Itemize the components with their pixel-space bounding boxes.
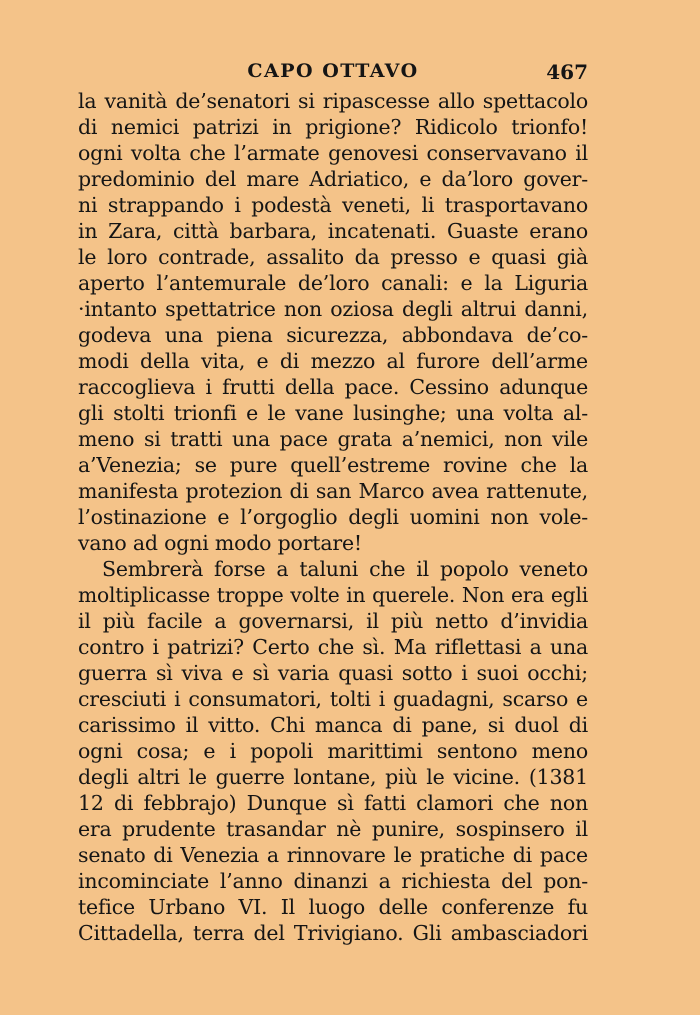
- text-line: la vanità de’senatori si ripascesse allo spettacolo: [78, 89, 588, 113]
- chapter-title: CAPO OTTAVO: [247, 60, 419, 82]
- text-line: raccoglieva i frutti della pace. Cessino adunque: [78, 375, 588, 399]
- text-line: di nemici patrizi in prigione? Ridicolo trionfo!: [78, 115, 588, 139]
- text-line: vano ad ogni modo portare!: [78, 531, 362, 555]
- text-line: ni strappando i podestà veneti, li trasportavano: [78, 193, 588, 217]
- text-line: senato di Venezia a rinnovare le pratiche di pace: [78, 843, 588, 867]
- text-line: degli altri le guerre lontane, più le vicine. (1381: [78, 765, 588, 789]
- running-head: [78, 60, 588, 86]
- text-line: predominio del mare Adriatico, e da’loro gover-: [78, 167, 588, 191]
- page-number: 467: [546, 60, 588, 84]
- text-line: moltiplicasse troppe volte in querele. Non era egli: [78, 583, 588, 607]
- text-line: carissimo il vitto. Chi manca di pane, si duol di: [78, 713, 588, 737]
- text-line: l’ostinazione e l’orgoglio degli uomini non vole-: [78, 505, 588, 529]
- text-line: guerra sì viva e sì varia quasi sotto i suoi occhi;: [78, 661, 588, 685]
- text-line: a’Venezia; se pure quell’estreme rovine che la: [78, 453, 588, 477]
- text-line: era prudente trasandar nè punire, sospinsero il: [78, 817, 588, 841]
- text-line: cresciuti i consumatori, tolti i guadagni, scarso e: [78, 687, 588, 711]
- text-line: meno si tratti una pace grata a’nemici, non vile: [78, 427, 588, 451]
- text-line: modi della vita, e di mezzo al furore dell’arme: [78, 349, 588, 373]
- text-line: il più facile a governarsi, il più netto d’invidia: [78, 609, 588, 633]
- text-line: manifesta protezion di san Marco avea rattenute,: [78, 479, 588, 503]
- text-line: Sembrerà forse a taluni che il popolo veneto: [102, 557, 588, 581]
- text-line: incominciate l’anno dinanzi a richiesta del pon-: [78, 869, 588, 893]
- text-line: tefice Urbano VI. Il luogo delle conferenze fu: [78, 895, 588, 919]
- text-line: contro i patrizi? Certo che sì. Ma riflettasi a una: [78, 635, 588, 659]
- text-line: ogni volta che l’armate genovesi conservavano il: [78, 141, 588, 165]
- text-line: le loro contrade, assalito da presso e quasi già: [78, 245, 588, 269]
- text-line: gli stolti trionfi e le vane lusinghe; una volta al-: [78, 401, 588, 425]
- text-line: 12 di febbrajo) Dunque sì fatti clamori che non: [78, 791, 588, 815]
- text-line: aperto l’antemurale de’loro canali: e la Liguria: [78, 271, 588, 295]
- text-line: ogni cosa; e i popoli marittimi sentono meno: [78, 739, 588, 763]
- text-line: in Zara, città barbara, incatenati. Guaste erano: [78, 219, 588, 243]
- text-line: ·intanto spettatrice non oziosa degli altrui danni,: [78, 297, 588, 321]
- body-text: [78, 88, 588, 946]
- text-line: Cittadella, terra del Trivigiano. Gli ambasciadori: [78, 921, 588, 945]
- text-line: godeva una piena sicurezza, abbondava de’co-: [78, 323, 588, 347]
